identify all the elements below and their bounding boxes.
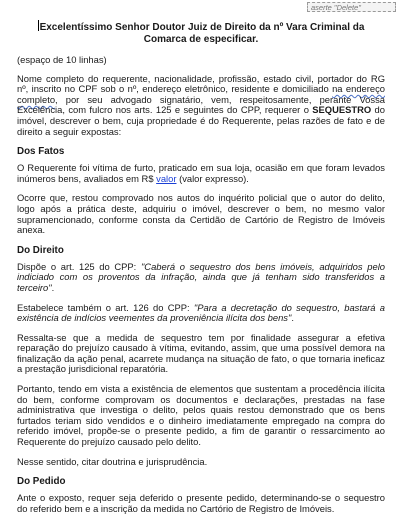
intro-text: Nome completo do requerente, nacionalidade, profissão, estado civil, portador do RG nº, inscrito no CPF sob o nº, endereço eletrônico, residente e domiciliado (17, 72, 385, 95)
document-heading (17, 20, 385, 46)
law-quote-art126: "Para a decretação do sequestro, bastará a existência de indícios veementes da proveniência ilícita dos bens" (17, 301, 385, 324)
law-quote-art125: "Caberá o sequestro dos bens imóveis, adquiridos pelo indiciado com os proventos da infração, ainda que já tenham sido transferidos a terceiro" (17, 260, 385, 293)
law-paragraph-4: Portanto, tendo em vista a existência de elementos que sustentam a procedência ilícita do bem, conforme comprovam os documentos e declarações, prestadas na fase administrativa que investiga o delito, pelos quais restou demonstrado que os bens furtados teriam sido vendidos e o dinheiro imediatamente empregado na compra do referido imóvel, propõe-se o presente pedido, a fim de garantir o ressarcimento ao Requerente do prejuízo causado pelo delito. (17, 383, 385, 448)
law-text: . (51, 281, 55, 293)
law-paragraph-1 (17, 262, 385, 294)
intro-paragraph (17, 74, 385, 138)
facts-paragraph-2: Ocorre que, restou comprovado nos autos do inquérito policial que o autor do delito, logo após a prática deste, adquiriu o imóvel, descrever o bem, no mesmo valor supramencionado, conforme consta da Certidão de Cartório de Registro de Imóveis anexa. (17, 192, 385, 236)
law-text: Estabelece também o art. 126 do CPP: (17, 301, 194, 313)
intro-text: do imóvel, descrever o bem, cuja propriedade é do Requerente, pelas razões de fato e de direito a seguir expostas: (17, 104, 385, 137)
intro-text: , por seu advogado signatário, vem, respeitosamente, perante Vossa Excelência, com fulcro nos arts. 125 e seguintes do CPP, requerer o (17, 93, 385, 116)
tracked-change-value[interactable]: valor (156, 172, 177, 184)
facts-text: O Requerente foi vítima de furto, praticado em sua loja, ocasião em que foram levados inúmeros bens, avaliados em R$ (17, 162, 385, 184)
text-cursor (38, 20, 39, 31)
document-body[interactable] (17, 20, 385, 523)
law-text: Dispõe o art. 125 do CPP: (17, 260, 141, 272)
heading-text: Excelentíssimo Senhor Doutor Juiz de Direito da nº Vara Criminal da Comarca de especificar. (39, 22, 365, 45)
section-title-facts: Dos Fatos (17, 146, 65, 158)
section-title-request: Do Pedido (17, 476, 66, 488)
law-paragraph-3: Ressalta-se que a medida de sequestro tem por finalidade assegurar a efetiva reparação do prejuízo causado à vítima, evitando, assim, que uma possível demora na finalização da ação penal, acarrete mudança na situação de fato, o que tornaria ineficaz a prestação jurisdicional reparatória. (17, 331, 385, 375)
law-paragraph-5: Nesse sentido, citar doutrina e jurisprudência. (17, 455, 208, 467)
law-paragraph-2 (17, 303, 385, 324)
section-title-law: Do Direito (17, 244, 64, 256)
facts-text: (valor expresso). (176, 172, 249, 184)
law-text: . (291, 312, 294, 324)
spacing-note: (espaço de 10 linhas) (17, 54, 107, 65)
comment-text: aserte "Delete" (311, 3, 361, 12)
request-paragraph-1: Ante o exposto, requer seja deferido o presente pedido, determinando-se o sequestro do referido bem e a inscrição da medida no Cartório de Registro de Imóveis. (17, 492, 385, 514)
facts-paragraph-1 (17, 163, 385, 184)
spellcheck-flagged-address[interactable]: na endereço completo (17, 83, 385, 105)
sequestro-keyword: SEQUESTRO (312, 104, 372, 116)
comment-balloon[interactable] (307, 2, 396, 12)
